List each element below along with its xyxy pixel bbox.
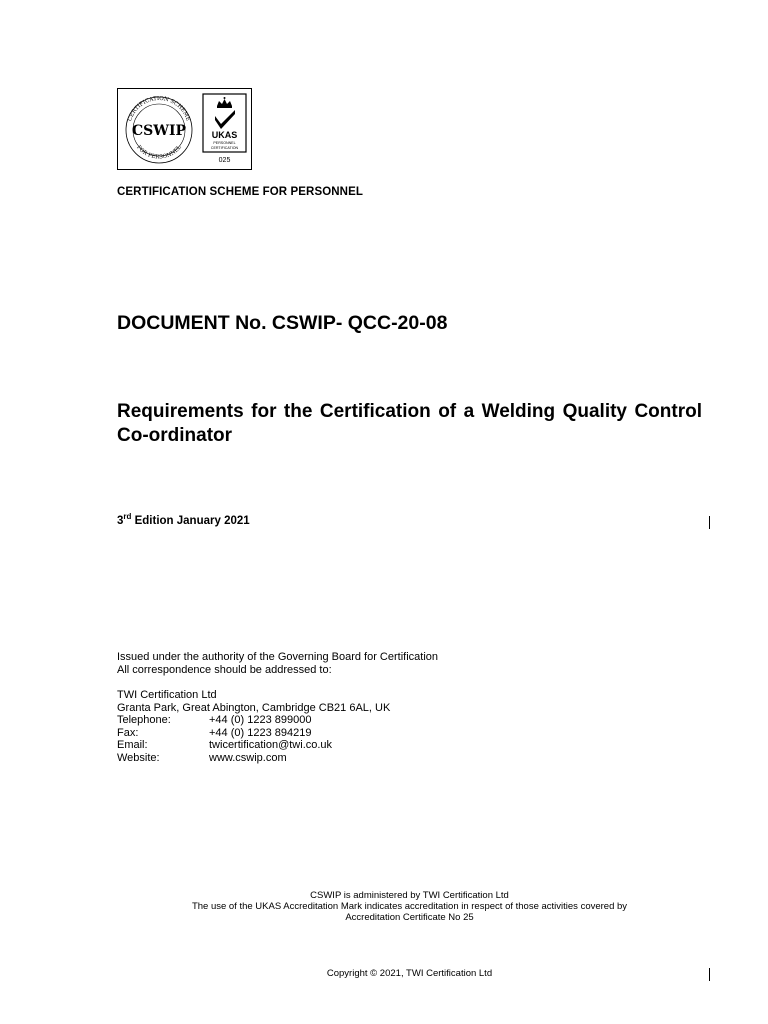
fax-row (117, 727, 390, 740)
fax-value: +44 (0) 1223 894219 (209, 726, 312, 739)
authority-statement (117, 651, 438, 676)
website-row (117, 752, 390, 765)
document-title: Requirements for the Certification of a Welding Quality Control Co-ordinator (117, 401, 702, 446)
cswip-ukas-logo (117, 88, 252, 170)
telephone-row (117, 714, 390, 727)
organisation-name: TWI Certification Ltd (117, 689, 217, 701)
email-link[interactable]: twicertification@twi.co.uk (209, 739, 333, 751)
logo-graphic (118, 89, 253, 171)
edition-text: Edition January 2021 (131, 515, 250, 527)
contact-block (117, 689, 390, 764)
change-bar (709, 516, 710, 529)
ukas-sub-1: PERSONNEL (213, 141, 236, 145)
authority-line: Issued under the authority of the Governing Board for Certification (117, 651, 439, 663)
tick-icon (215, 110, 235, 129)
website-label: Website: (117, 751, 160, 764)
email-label: Email: (117, 739, 148, 751)
telephone-value: +44 (0) 1223 899000 (209, 714, 312, 726)
document-number: DOCUMENT No. CSWIP- QCC-20-08 (117, 312, 448, 334)
scheme-heading: CERTIFICATION SCHEME FOR PERSONNEL (117, 186, 363, 198)
ukas-sub-2: CERTIFICATION (210, 146, 239, 150)
telephone-label: Telephone: (117, 714, 171, 726)
administered-by-line: CSWIP is administered by TWI Certification Ltd (310, 890, 509, 901)
ukas-logo-text: UKAS (211, 130, 238, 140)
cswip-logo-text: CSWIP (131, 123, 187, 139)
edition-line (117, 512, 250, 527)
copyright-notice: Copyright © 2021, TWI Certification Ltd (326, 968, 493, 979)
fax-label: Fax: (117, 726, 139, 739)
ukas-mark-line: The use of the UKAS Accreditation Mark indicates accreditation in respect of those activities covered by (191, 901, 628, 912)
svg-text:CERTIFICATION SCHEME (127, 96, 191, 122)
edition-suffix: rd (123, 512, 132, 521)
ring-bottom-text: FOR PERSONNEL (135, 144, 183, 161)
footer-notes (117, 890, 702, 923)
ukas-number: 025 (218, 157, 231, 164)
accreditation-certificate-line: Accreditation Certificate No 25 (345, 912, 474, 923)
email-row (117, 739, 390, 752)
ring-top-text: CERTIFICATION SCHEME (127, 95, 191, 122)
postal-address: Granta Park, Great Abington, Cambridge CB21 6AL, UK (117, 701, 391, 714)
edition-number: 3 (117, 515, 124, 527)
website-link[interactable]: www.cswip.com (209, 751, 287, 764)
correspondence-line: All correspondence should be addressed to: (117, 663, 332, 676)
change-bar (709, 968, 710, 981)
crown-icon (217, 97, 232, 108)
